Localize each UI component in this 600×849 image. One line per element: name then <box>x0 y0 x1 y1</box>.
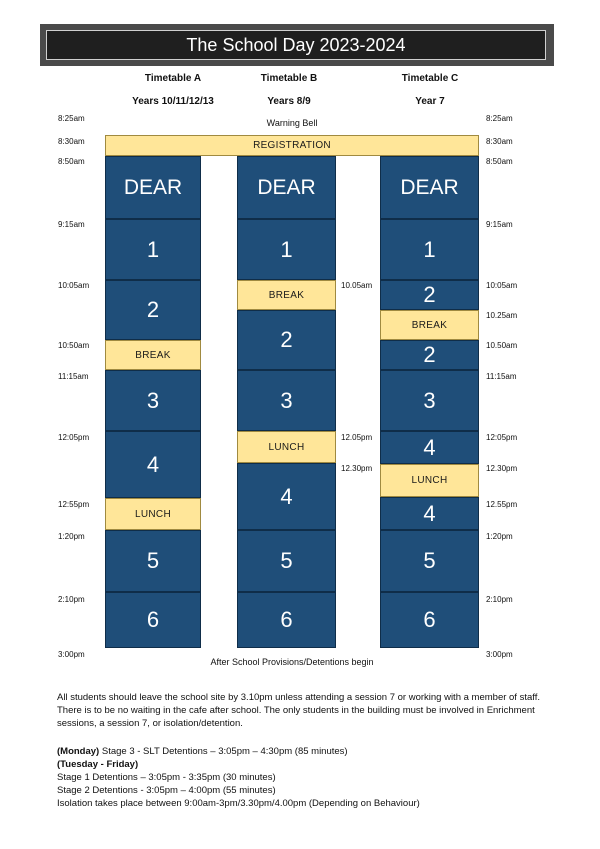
right-time-label: 9:15am <box>486 220 513 229</box>
left-time-label: 3:00pm <box>58 650 85 659</box>
a-period-2: 2 <box>105 280 201 340</box>
timetable-b-header: Timetable B <box>260 73 318 84</box>
monday-label: (Monday) <box>57 746 100 757</box>
right-time-label: 8:50am <box>486 157 513 166</box>
left-time-label: 8:25am <box>58 114 85 123</box>
right-time-label: 2:10pm <box>486 595 513 604</box>
a-period-5: 5 <box>105 530 201 592</box>
timetable-c-years: Year 7 <box>415 96 445 107</box>
right-time-label: 8:30am <box>486 137 513 146</box>
left-time-label: 12:05pm <box>58 433 90 442</box>
b-period-3: 3 <box>237 370 336 431</box>
c-period-6: 6 <box>380 592 479 648</box>
b-dear-block: DEAR <box>237 156 336 219</box>
b-period-2: 2 <box>237 310 336 370</box>
c-period-2b: 2 <box>380 340 479 370</box>
b-lunch: LUNCH <box>237 431 336 463</box>
left-time-label: 1:20pm <box>58 532 85 541</box>
middle-time-label: 12.05pm <box>341 433 373 442</box>
after-school-label: After School Provisions/Detentions begin <box>210 657 374 667</box>
a-period-1: 1 <box>105 219 201 280</box>
timetable-b-years: Years 8/9 <box>267 96 311 107</box>
stage1-detention-line: Stage 1 Detentions – 3:05pm - 3:35pm (30 minutes) <box>57 772 276 783</box>
a-period-4: 4 <box>105 431 201 498</box>
b-period-4: 4 <box>237 463 336 530</box>
middle-time-label: 12.30pm <box>341 464 373 473</box>
b-period-5: 5 <box>237 530 336 592</box>
right-time-label: 10:05am <box>486 281 518 290</box>
a-period-3: 3 <box>105 370 201 431</box>
c-period-4a: 4 <box>380 431 479 464</box>
b-period-1: 1 <box>237 219 336 280</box>
right-time-label: 1:20pm <box>486 532 513 541</box>
left-time-label: 10:50am <box>58 341 90 350</box>
warning-bell-label: Warning Bell <box>266 118 318 128</box>
c-dear-block: DEAR <box>380 156 479 219</box>
c-period-4b: 4 <box>380 497 479 530</box>
left-time-label: 8:30am <box>58 137 85 146</box>
timetable-c-header: Timetable C <box>401 73 459 84</box>
right-time-label: 12.55pm <box>486 500 518 509</box>
right-time-label: 8:25am <box>486 114 513 123</box>
timetable-a-years: Years 10/11/12/13 <box>132 96 214 107</box>
right-time-label: 10.25am <box>486 311 518 320</box>
right-time-label: 12:05pm <box>486 433 518 442</box>
c-period-3: 3 <box>380 370 479 431</box>
timetable-a-header: Timetable A <box>144 73 202 84</box>
right-time-label: 3:00pm <box>486 650 513 659</box>
isolation-line: Isolation takes place between 9:00am-3pm/3.30pm/4.00pm (Depending on Behaviour) <box>57 798 420 809</box>
right-time-label: 10.50am <box>486 341 518 350</box>
c-period-5: 5 <box>380 530 479 592</box>
stage2-detention-line: Stage 2 Detentions - 3:05pm – 4:00pm (55 minutes) <box>57 785 276 796</box>
left-time-label: 8:50am <box>58 157 85 166</box>
left-time-label: 11:15am <box>58 372 89 381</box>
b-break: BREAK <box>237 280 336 310</box>
right-time-label: 11:15am <box>486 372 517 381</box>
right-time-label: 12.30pm <box>486 464 518 473</box>
a-dear-block: DEAR <box>105 156 201 219</box>
left-time-label: 2:10pm <box>58 595 85 604</box>
left-time-label: 10:05am <box>58 281 90 290</box>
leaving-policy-paragraph: All students should leave the school site by 3.10pm unless attending a session 7 or working with a member of staff. There is to be no waiting in the cafe after school. The only students in the building must be involved in Enrichment sessions, a session 7, or isolation/detention. <box>57 692 541 729</box>
monday-detention-line <box>57 746 348 758</box>
registration-bar: REGISTRATION <box>105 135 479 156</box>
a-period-6: 6 <box>105 592 201 648</box>
left-time-label: 9:15am <box>58 220 85 229</box>
b-period-6: 6 <box>237 592 336 648</box>
c-break: BREAK <box>380 310 479 340</box>
c-period-2a: 2 <box>380 280 479 310</box>
middle-time-label: 10.05am <box>341 281 373 290</box>
c-lunch: LUNCH <box>380 464 479 497</box>
page-title: The School Day 2023-2024 <box>46 30 546 60</box>
a-lunch: LUNCH <box>105 498 201 530</box>
tuesday-friday-label: (Tuesday - Friday) <box>57 759 139 770</box>
left-time-label: 12:55pm <box>58 500 90 509</box>
a-break: BREAK <box>105 340 201 370</box>
monday-text: Stage 3 - SLT Detentions – 3:05pm – 4:30pm (85 minutes) <box>99 746 348 757</box>
c-period-1: 1 <box>380 219 479 280</box>
